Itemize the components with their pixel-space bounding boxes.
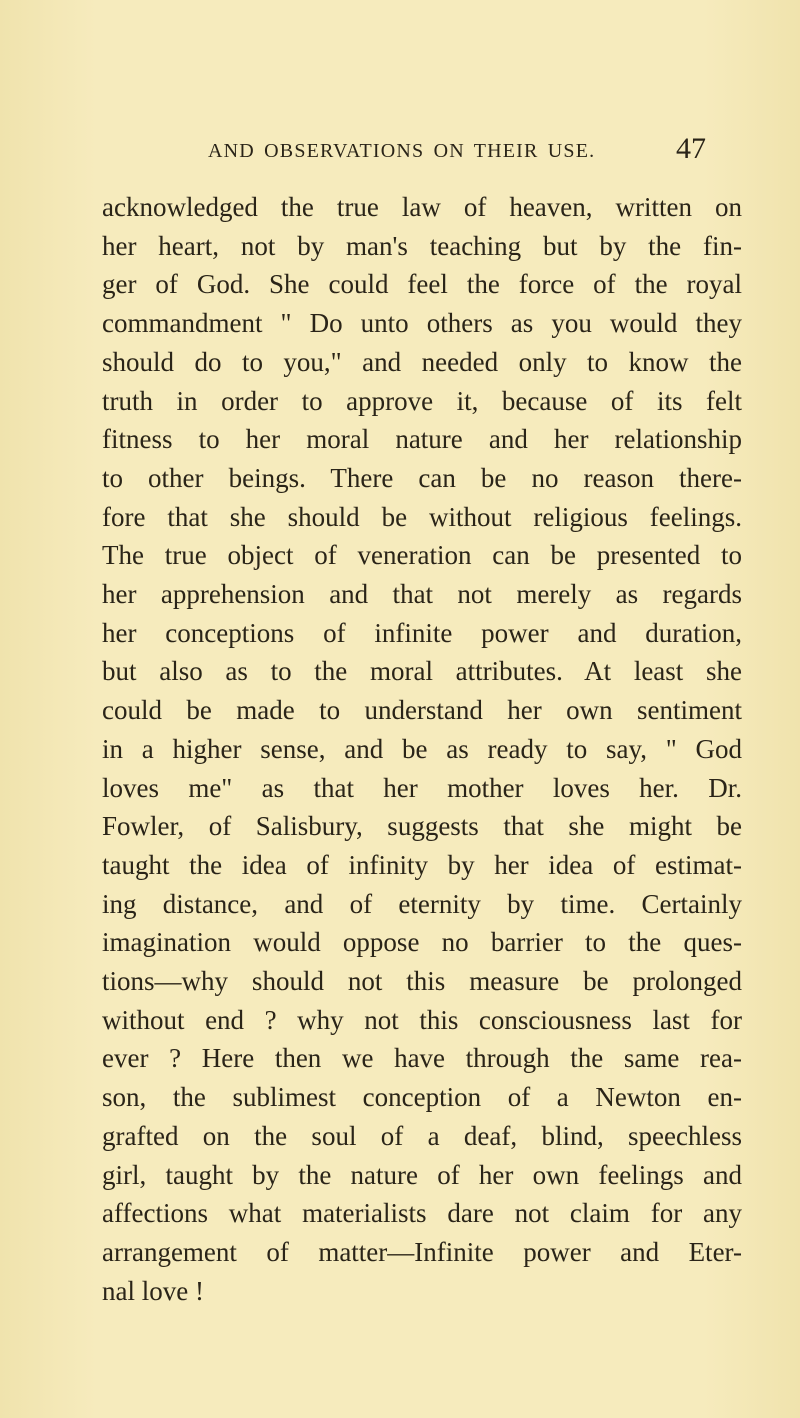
text-line: her apprehension and that not merely as regards (102, 579, 742, 610)
text-line: should do to you," and needed only to know the (102, 346, 742, 377)
text-line: imagination would oppose no barrier to the ques- (102, 927, 742, 958)
text-line: tions—why should not this measure be prolonged (102, 966, 742, 997)
text-line: in a higher sense, and be as ready to say, " God (102, 733, 742, 764)
text-line: nal love ! (102, 1275, 204, 1306)
text-line: her heart, not by man's teaching but by the fin- (102, 230, 742, 261)
text-line: grafted on the soul of a deaf, blind, speechless (102, 1120, 742, 1151)
text-line: fitness to her moral nature and her relationship (102, 424, 742, 455)
text-line: loves me" as that her mother loves her. Dr. (102, 772, 742, 803)
text-line: fore that she should be without religious feelings. (102, 501, 742, 532)
text-line: truth in order to approve it, because of its felt (102, 385, 742, 416)
text-line: arrangement of matter—Infinite power and Eter- (102, 1236, 742, 1267)
text-line: commandment " Do unto others as you would they (102, 308, 742, 339)
text-line: son, the sublimest conception of a Newton en- (102, 1082, 742, 1113)
text-line: The true object of veneration can be presented to (102, 540, 742, 571)
page-number: 47 (676, 132, 706, 165)
running-head (208, 132, 708, 165)
text-line: acknowledged the true law of heaven, written on (102, 192, 742, 222)
text-line: her conceptions of infinite power and duration, (102, 617, 742, 648)
text-line: girl, taught by the nature of her own feelings and (102, 1159, 742, 1190)
text-line: ing distance, and of eternity by time. Certainly (102, 888, 742, 919)
text-line: affections what materialists dare not claim for any (102, 1198, 742, 1229)
text-line: could be made to understand her own sentiment (102, 695, 742, 726)
text-line: ever ? Here then we have through the same rea- (102, 1043, 742, 1074)
text-line: to other beings. There can be no reason there- (102, 462, 742, 493)
body-paragraph (102, 188, 742, 1310)
text-line: ger of God. She could feel the force of the royal (102, 269, 742, 300)
text-line: taught the idea of infinity by her idea of estimat- (102, 849, 742, 880)
text-line: but also as to the moral attributes. At least she (102, 656, 742, 687)
running-title: AND OBSERVATIONS ON THEIR USE. (208, 140, 596, 162)
text-line: without end ? why not this consciousness last for (102, 1004, 742, 1035)
text-line: Fowler, of Salisbury, suggests that she might be (102, 811, 742, 842)
